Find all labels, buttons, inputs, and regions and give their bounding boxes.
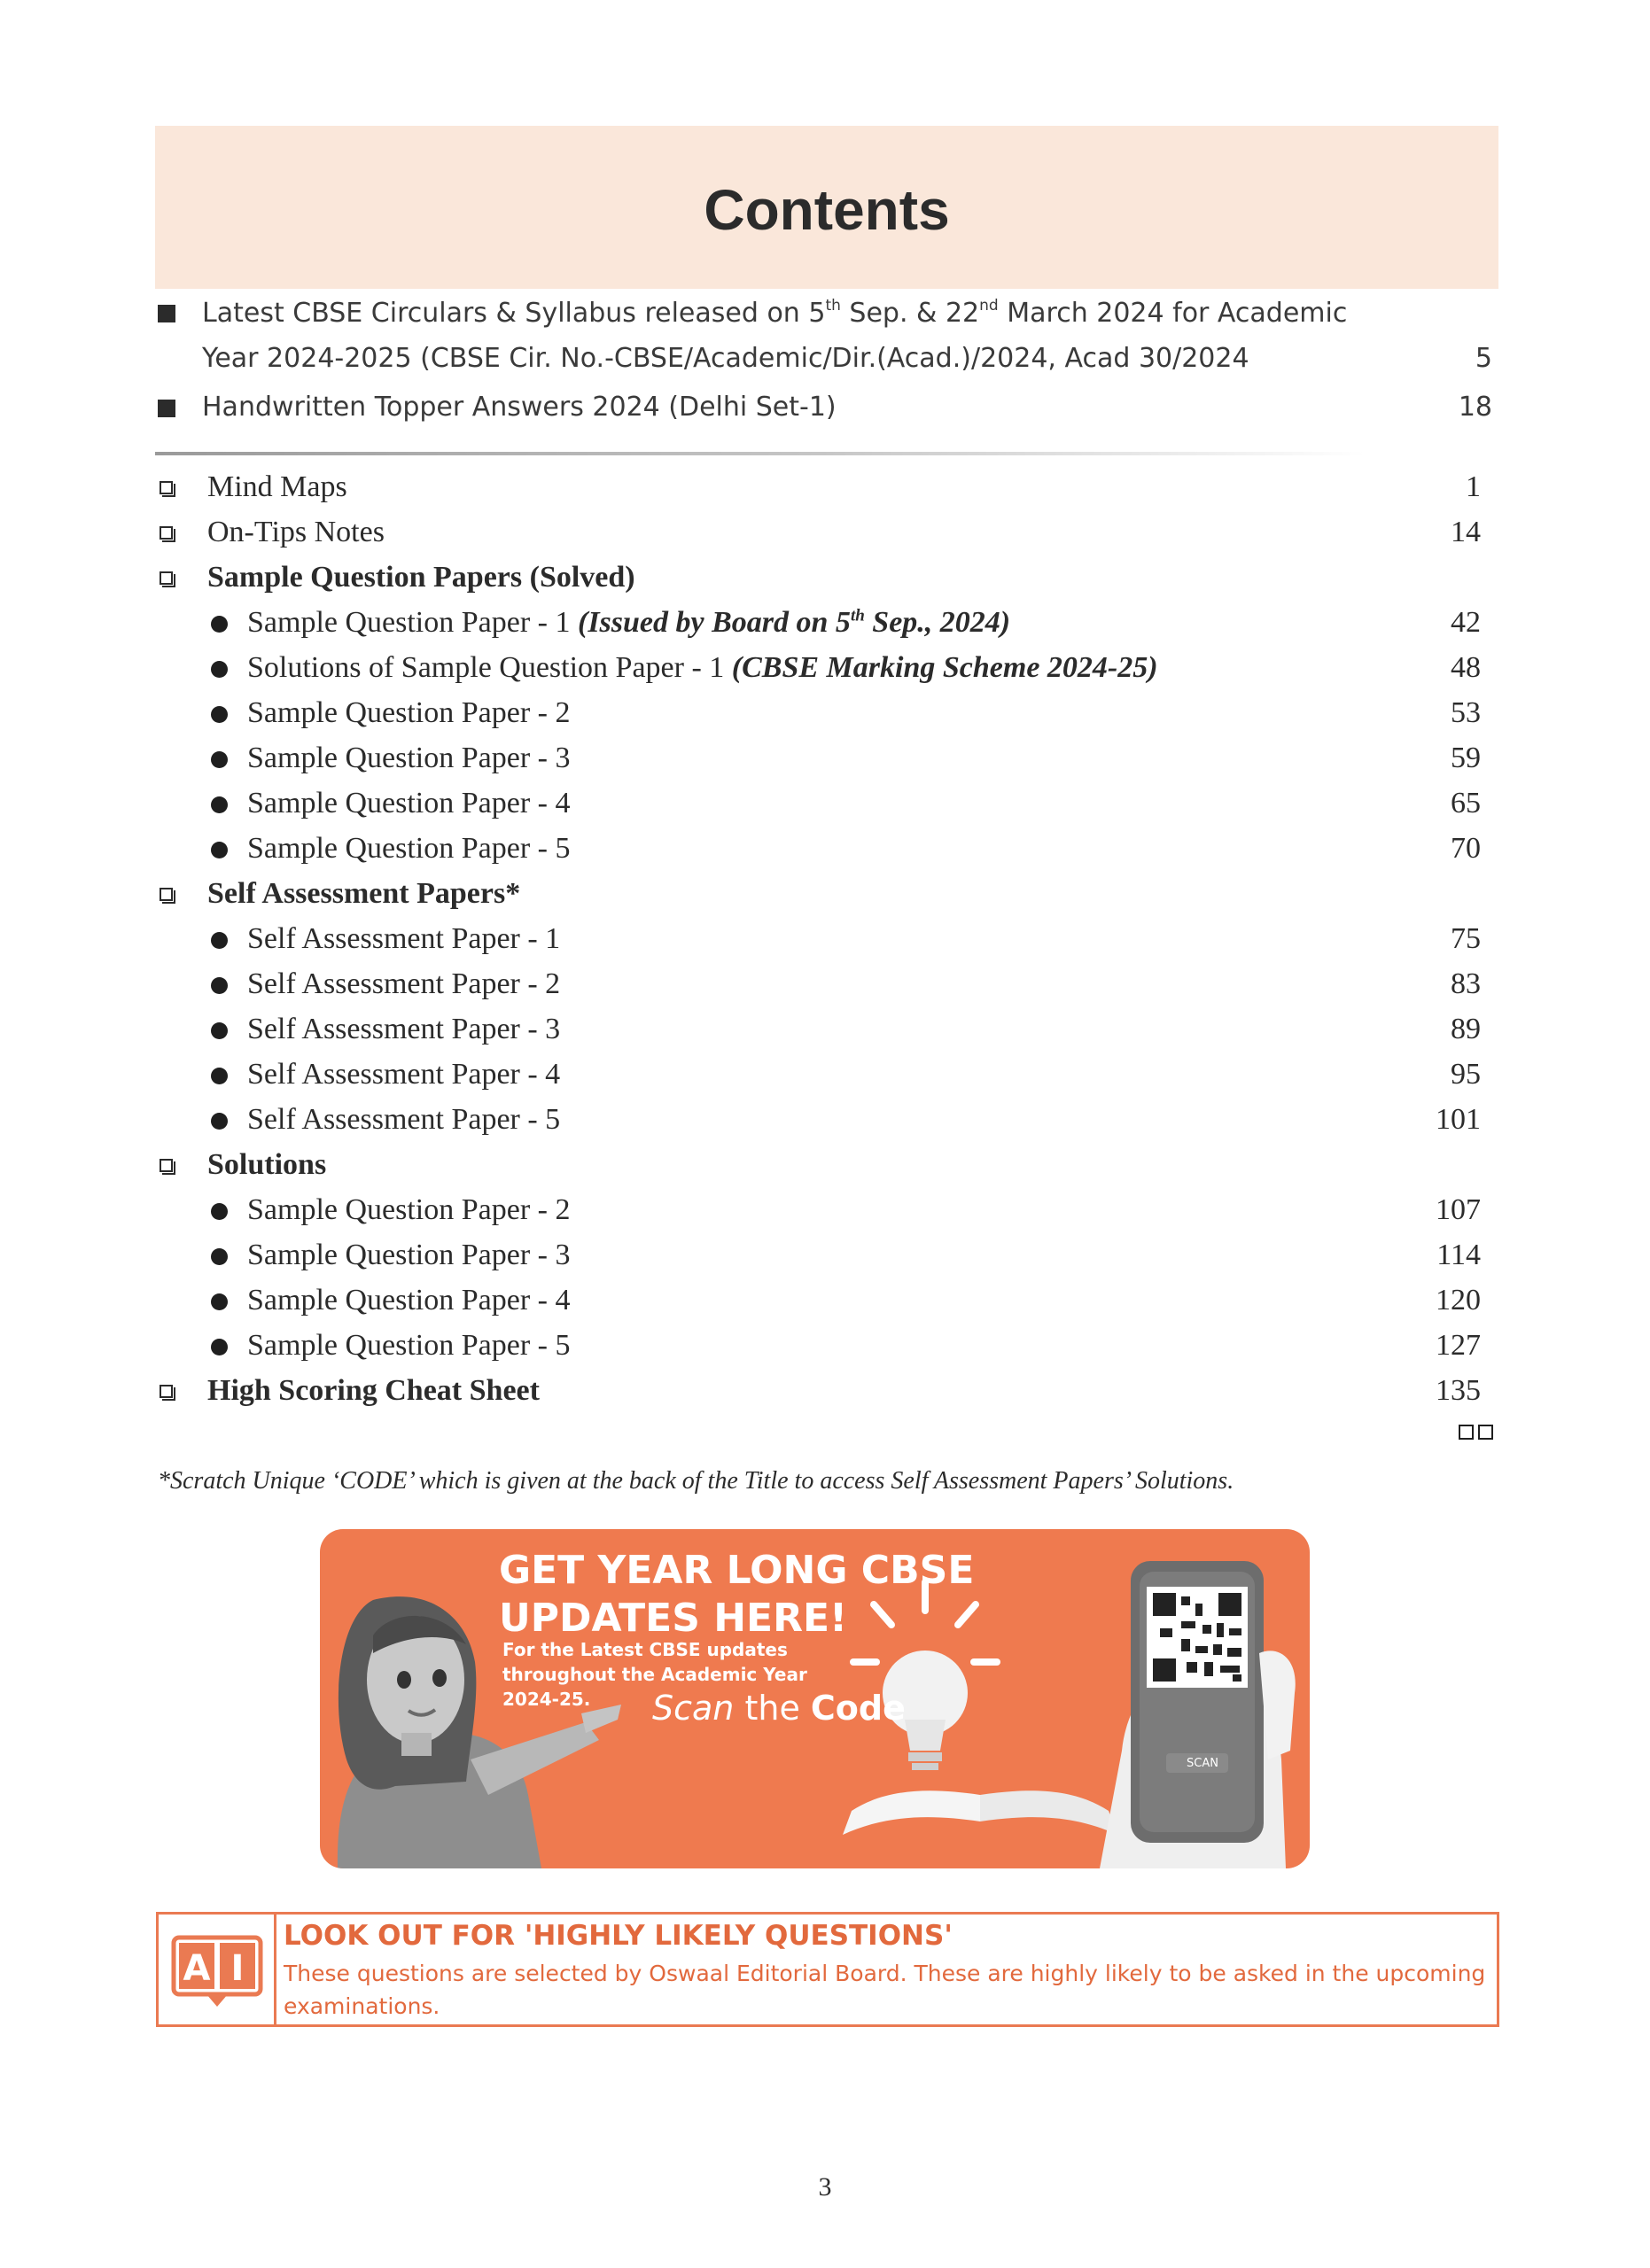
cbse-updates-banner[interactable] — [320, 1529, 1310, 1868]
toc-row-sap3[interactable] — [0, 1009, 1650, 1053]
banner-headline — [499, 1547, 995, 1643]
phone-icon — [1100, 1561, 1296, 1868]
dot-bullet-icon — [211, 616, 228, 633]
toc-page: 83 — [1451, 967, 1481, 1000]
toc-section-label: Sample Question Papers (Solved) — [207, 561, 635, 594]
dot-bullet-icon — [211, 1339, 228, 1355]
toc-section-label: Solutions — [207, 1148, 327, 1181]
toc-row-sol2[interactable] — [0, 1190, 1650, 1234]
dot-bullet-icon — [211, 842, 228, 858]
toc-section-self-assessment[interactable] — [0, 874, 1650, 918]
checkbox-bullet-icon — [160, 571, 173, 585]
topper-answers-line[interactable]: Handwritten Topper Answers 2024 (Delhi Set-1) — [202, 392, 837, 423]
toc-page: 101 — [1436, 1103, 1481, 1136]
dot-bullet-icon — [211, 1022, 228, 1039]
toc-label: Self Assessment Paper - 1 — [247, 922, 561, 955]
dot-bullet-icon — [211, 751, 228, 768]
toc-label: Sample Question Paper - 2 — [247, 696, 571, 729]
divider-rule — [155, 452, 1365, 455]
circulars-text-c: March 2024 for Academic — [998, 298, 1348, 329]
banner-headline-line-1: GET YEAR LONG CBSE — [499, 1548, 975, 1593]
toc-note: (CBSE Marking Scheme 2024-25) — [731, 651, 1158, 684]
toc-page: 75 — [1451, 922, 1481, 955]
note-text: These questions are selected by Oswaal Editorial Board. These are highly likely to be asked in the upcoming examinations. — [284, 1961, 1486, 2019]
page-title: Contents — [704, 178, 950, 242]
toc-note: Sep., 2024) — [864, 606, 1011, 639]
toc-row-sol4[interactable] — [0, 1280, 1650, 1324]
the-word: the — [734, 1689, 811, 1728]
toc-label: Mind Maps — [207, 470, 347, 503]
title-band — [155, 126, 1498, 289]
dot-bullet-icon — [211, 796, 228, 813]
dot-bullet-icon — [211, 1293, 228, 1310]
toc-label: Sample Question Paper - 4 — [247, 787, 571, 819]
scan-button[interactable]: SCAN — [1187, 1757, 1218, 1770]
page-number: 3 — [818, 2172, 832, 2202]
svg-text:A: A — [183, 1948, 211, 1989]
toc-label: Self Assessment Paper - 5 — [247, 1103, 561, 1136]
scan-the-code-label — [652, 1689, 906, 1728]
circulars-sup-b: nd — [979, 297, 999, 315]
toc-row-on-tips[interactable] — [0, 512, 1650, 556]
toc-section-solutions[interactable] — [0, 1145, 1650, 1189]
toc-page: 53 — [1451, 696, 1481, 729]
toc-page: 120 — [1436, 1284, 1481, 1317]
checkbox-bullet-icon — [160, 888, 173, 901]
circulars-sup-a: th — [825, 297, 841, 315]
open-book-icon — [843, 1790, 1117, 1835]
toc-label-text: Sample Question Paper - 1 — [247, 606, 578, 639]
toc-page: 127 — [1436, 1329, 1481, 1362]
circulars-line-2[interactable]: Year 2024-2025 (CBSE Cir. No.-CBSE/Academic/Dir.(Acad.)/2024, Acad 30/2024 — [202, 343, 1249, 374]
dot-bullet-icon — [211, 661, 228, 678]
svg-text:I: I — [230, 1948, 245, 1989]
toc-label: Sample Question Paper - 5 — [247, 1329, 571, 1362]
toc-page: 1 — [1466, 470, 1481, 503]
checkbox-bullet-icon — [160, 1385, 173, 1398]
toc-row-sap5[interactable] — [0, 1099, 1650, 1144]
note-divider — [274, 1915, 276, 2024]
dot-bullet-icon — [211, 1248, 228, 1265]
banner-subtext-line-2: throughout the Academic Year — [502, 1664, 807, 1685]
dot-bullet-icon — [211, 706, 228, 723]
toc-note-sup: th — [850, 606, 865, 625]
toc-label — [247, 651, 1158, 685]
circulars-text-b: Sep. & 22 — [840, 298, 980, 329]
dot-bullet-icon — [211, 1203, 228, 1220]
toc-label: Sample Question Paper - 4 — [247, 1284, 571, 1317]
toc-label: Self Assessment Paper - 4 — [247, 1058, 561, 1091]
dot-bullet-icon — [211, 1113, 228, 1130]
circulars-text-a: Latest CBSE Circulars & Syllabus released on 5 — [202, 298, 826, 329]
toc-label: Sample Question Paper - 5 — [247, 832, 571, 865]
dot-bullet-icon — [211, 1068, 228, 1084]
end-mark-icon — [1459, 1425, 1498, 1444]
topper-answers-page: 18 — [1458, 392, 1492, 423]
dot-bullet-icon — [211, 977, 228, 994]
banner-subtext-line-1: For the Latest CBSE updates — [502, 1639, 788, 1660]
toc-page: 65 — [1451, 787, 1481, 819]
toc-section-label: Self Assessment Papers* — [207, 877, 521, 910]
banner-subtext-line-3: 2024-25. — [502, 1689, 591, 1710]
toc-label: Self Assessment Paper - 2 — [247, 967, 561, 1000]
checkbox-bullet-icon — [160, 1159, 173, 1172]
toc-label-text: Solutions of Sample Question Paper - 1 — [247, 651, 732, 684]
toc-row-sqp3[interactable] — [0, 738, 1650, 782]
toc-page: 59 — [1451, 742, 1481, 774]
book-ai-icon — [171, 1934, 263, 2010]
toc-row-cheat-sheet[interactable] — [0, 1371, 1650, 1415]
code-word: Code — [810, 1689, 906, 1728]
note-title: LOOK OUT FOR 'HIGHLY LIKELY QUESTIONS' — [284, 1920, 953, 1952]
scan-word: Scan — [652, 1689, 735, 1728]
toc-section-sample-papers[interactable] — [0, 557, 1650, 602]
square-bullet-icon — [158, 400, 175, 417]
footnote: *Scratch Unique ‘CODE’ which is given at the back of the Title to access Self Assessment Papers’ Solutions. — [158, 1467, 1234, 1495]
checkbox-bullet-icon — [160, 526, 173, 540]
toc-page: 135 — [1436, 1374, 1481, 1407]
toc-page: 42 — [1451, 606, 1481, 639]
toc-page: 107 — [1436, 1193, 1481, 1226]
toc-label: Sample Question Paper - 3 — [247, 1239, 571, 1271]
toc-label: High Scoring Cheat Sheet — [207, 1374, 540, 1407]
toc-label: Sample Question Paper - 2 — [247, 1193, 571, 1226]
banner-headline-line-2: UPDATES HERE! — [499, 1596, 848, 1641]
toc-row-sap4[interactable] — [0, 1054, 1650, 1099]
toc-row-mind-maps[interactable] — [0, 467, 1650, 511]
toc-page: 89 — [1451, 1013, 1481, 1045]
dot-bullet-icon — [211, 932, 228, 949]
toc-row-sap1[interactable] — [0, 919, 1650, 963]
toc-label: On-Tips Notes — [207, 516, 385, 548]
toc-label — [247, 606, 1010, 640]
toc-note: (Issued by Board on 5 — [578, 606, 851, 639]
square-bullet-icon — [158, 305, 175, 322]
toc-page: 48 — [1451, 651, 1481, 684]
toc-page: 95 — [1451, 1058, 1481, 1091]
toc-row-sqp1-solutions[interactable] — [0, 648, 1650, 692]
circulars-line-1[interactable] — [202, 298, 1347, 329]
toc-row-sqp1[interactable] — [0, 602, 1650, 647]
toc-label: Self Assessment Paper - 3 — [247, 1013, 561, 1045]
toc-row-sol5[interactable] — [0, 1325, 1650, 1370]
toc-row-sqp5[interactable] — [0, 828, 1650, 873]
toc-page: 114 — [1436, 1239, 1481, 1271]
toc-page: 14 — [1451, 516, 1481, 548]
toc-row-sqp2[interactable] — [0, 693, 1650, 737]
circulars-page: 5 — [1475, 343, 1492, 374]
toc-row-sqp4[interactable] — [0, 783, 1650, 827]
toc-page: 70 — [1451, 832, 1481, 865]
highly-likely-questions-box — [156, 1912, 1499, 2027]
toc-row-sol3[interactable] — [0, 1235, 1650, 1279]
checkbox-bullet-icon — [160, 481, 173, 494]
toc-row-sap2[interactable] — [0, 964, 1650, 1008]
toc-label: Sample Question Paper - 3 — [247, 742, 571, 774]
